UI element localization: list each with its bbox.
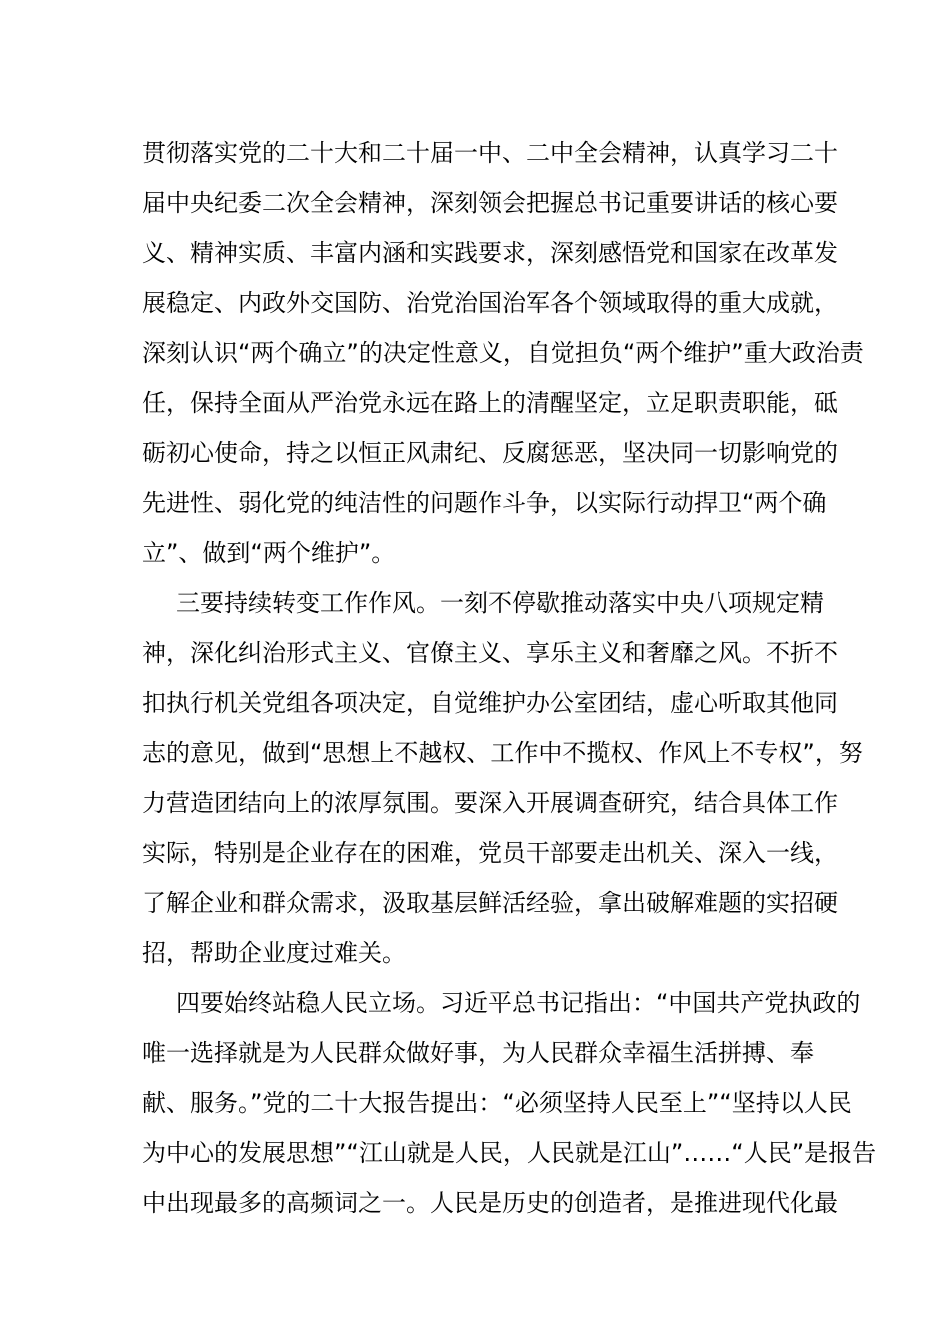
paragraph-3: [142, 978, 877, 1228]
body-text: [142, 128, 877, 1228]
text-line: 为中心的发展思想”“江山就是人民，人民就是江山”……“人民”是报告: [142, 1139, 877, 1167]
text-line: 实际，特别是企业存在的困难，党员干部要走出机关、深入一线，: [142, 839, 838, 867]
text-line: 届中央纪委二次全会精神，深刻领会把握总书记重要讲话的核心要: [142, 189, 838, 217]
text-line: 唯一选择就是为人民群众做好事，为人民群众幸福生活拼搏、奉: [142, 1039, 814, 1067]
text-line: 神，深化纠治形式主义、官僚主义、享乐主义和奢靡之风。不折不: [142, 639, 838, 667]
text-line: 三要持续转变工作作风。一刻不停歇推动落实中央八项规定精: [176, 589, 824, 617]
text-line: 了解企业和群众需求，汲取基层鲜活经验，拿出破解难题的实招硬: [142, 889, 838, 917]
text-line: 志的意见，做到“思想上不越权、工作中不揽权、作风上不专权”，努: [142, 739, 863, 767]
text-line: 立”、做到“两个维护”。: [142, 539, 396, 567]
text-line: 先进性、弱化党的纯洁性的问题作斗争，以实际行动捍卫“两个确: [142, 489, 827, 517]
paragraph-2: [142, 578, 863, 978]
paragraph-1: [142, 128, 864, 578]
text-line: 扣执行机关党组各项决定，自觉维护办公室团结，虚心听取其他同: [142, 689, 838, 717]
text-line: 深刻认识“两个确立”的决定性意义，自觉担负“两个维护”重大政治责: [142, 339, 864, 367]
text-line: 义、精神实质、丰富内涵和实践要求，深刻感悟党和国家在改革发: [142, 239, 838, 267]
text-line: 招，帮助企业度过难关。: [142, 939, 406, 967]
text-line: 任，保持全面从严治党永远在路上的清醒坚定，立足职责职能，砥: [142, 389, 838, 417]
text-line: 中出现最多的高频词之一。人民是历史的创造者，是推进现代化最: [142, 1189, 838, 1217]
text-line: 力营造团结向上的浓厚氛围。要深入开展调查研究，结合具体工作: [142, 789, 838, 817]
text-line: 砺初心使命，持之以恒正风肃纪、反腐惩恶，坚决同一切影响党的: [142, 439, 838, 467]
text-line: 贯彻落实党的二十大和二十届一中、二中全会精神，认真学习二十: [142, 139, 838, 167]
text-line: 献、服务。”党的二十大报告提出：“必须坚持人民至上”“坚持以人民: [142, 1089, 852, 1117]
text-line: 展稳定、内政外交国防、治党治国治军各个领域取得的重大成就，: [142, 289, 838, 317]
text-line: 四要始终站稳人民立场。习近平总书记指出：“中国共产党执政的: [176, 989, 861, 1017]
